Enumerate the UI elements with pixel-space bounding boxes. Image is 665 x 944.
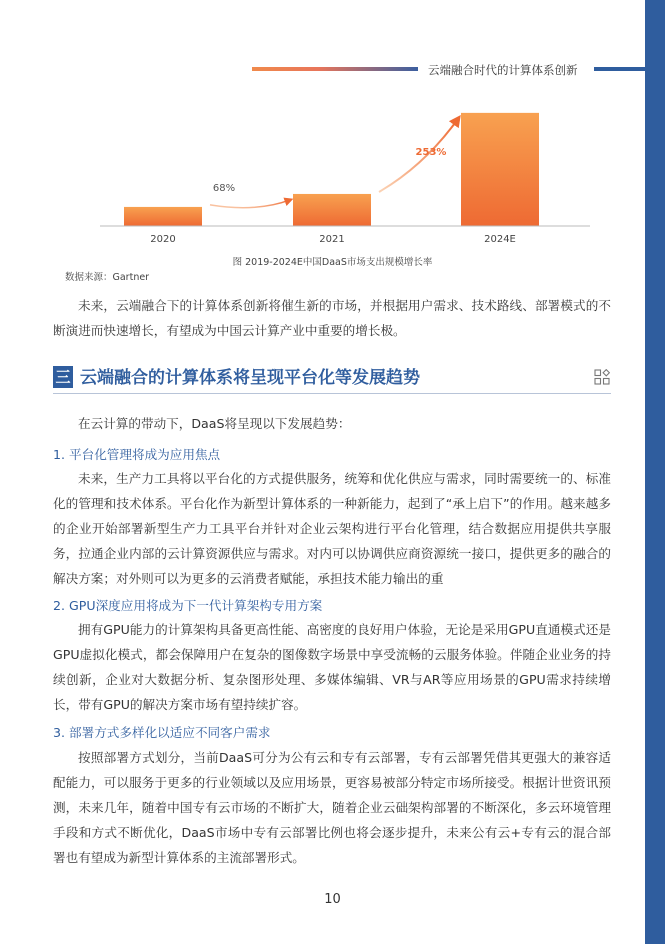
section-title: 云端融合的计算体系将呈现平台化等发展趋势: [80, 368, 420, 388]
section-underline: [53, 393, 611, 394]
side-color-band: [645, 0, 665, 944]
grid-diamond-icon: [594, 369, 610, 385]
chart-source: 数据来源：Gartner: [65, 272, 150, 283]
growth-arrow-2020-2021: [210, 200, 290, 208]
header-blue-rule: [594, 67, 645, 71]
x-tick-label-2020: 2020: [150, 234, 176, 245]
trend-2-heading: 2. GPU深度应用将成为下一代计算架构专用方案: [53, 598, 323, 613]
daas-growth-bar-chart: [100, 90, 590, 255]
trend-3-body: 按照部署方式划分，当前DaaS可分为公有云和专有云部署，专有云部署凭借其更强大的兼容适配能力，可以服务于更多的行业领域以及应用场景，更容易被部分特定市场所接受。根据计世资讯预测，未来几年，随着中国专有云市场的不断扩大，随着企业云础架构部署的不断深化，多云环境管理手段和方式不断优化，DaaS市场中专有云部署比例也将会逐步提升，未来公有云+专有云的混合部署也有望成为新型计算体系的主流部署形式。: [53, 750, 611, 865]
x-tick-label-2021: 2021: [319, 234, 345, 245]
running-header-title: 云端融合时代的计算体系创新: [428, 63, 578, 77]
x-tick-label-2024E: 2024E: [484, 234, 516, 245]
growth-label-2020-2021: 68%: [212, 182, 236, 194]
section-number-badge: 三: [53, 366, 73, 388]
growth-label-2021-2024E: 253%: [415, 146, 447, 158]
bar-2024E: [461, 113, 539, 226]
trend-2-body: 拥有GPU能力的计算架构具备更高性能、高密度的良好用户体验，无论是采用GPU直通模式还是GPU虚拟化模式，都会保障用户在复杂的图像数字场景中享受流畅的云服务体验。伴随企业业务的持续创新，企业对大数据分析、复杂图形处理、多媒体编辑、VR与AR等应用场景的GPU需求持续增长，带有GPU的解决方案市场有望持续扩容。: [53, 622, 611, 712]
trend-1-heading: 1. 平台化管理将成为应用焦点: [53, 447, 221, 462]
page-number: 10: [324, 892, 341, 907]
bar-2021: [293, 194, 371, 226]
intro-paragraph: 未来，云端融合下的计算体系创新将催生新的市场，并根据用户需求、技术路线、部署模式的不断演进而快速增长，有望成为中国云计算产业中重要的增长极。: [53, 298, 611, 338]
bar-2020: [124, 207, 202, 226]
chart-caption: 图 2019-2024E中国DaaS市场支出规模增长率: [232, 257, 433, 268]
trend-1-body: 未来，生产力工具将以平台化的方式提供服务，统筹和优化供应与需求，同时需要统一的、标准化的管理和技术体系。平台化作为新型计算体系的一种新能力，起到了“承上启下”的作用。越来越多的企业开始部署新型生产力工具平台并针对企业云架构进行平台化管理，结合数据应用提供共享服务，拉通企业内部的云计算资源供应与需求。对内可以协调供应商资源统一接口，提供更多的融合的解决方案；对外则可以为更多的云消费者赋能，承担技术能力输出的重: [53, 471, 611, 586]
header-gradient-rule: [252, 67, 418, 71]
lead-paragraph: 在云计算的带动下，DaaS将呈现以下发展趋势：: [78, 416, 351, 431]
trend-3-heading: 3. 部署方式多样化以适应不同客户需求: [53, 725, 271, 740]
